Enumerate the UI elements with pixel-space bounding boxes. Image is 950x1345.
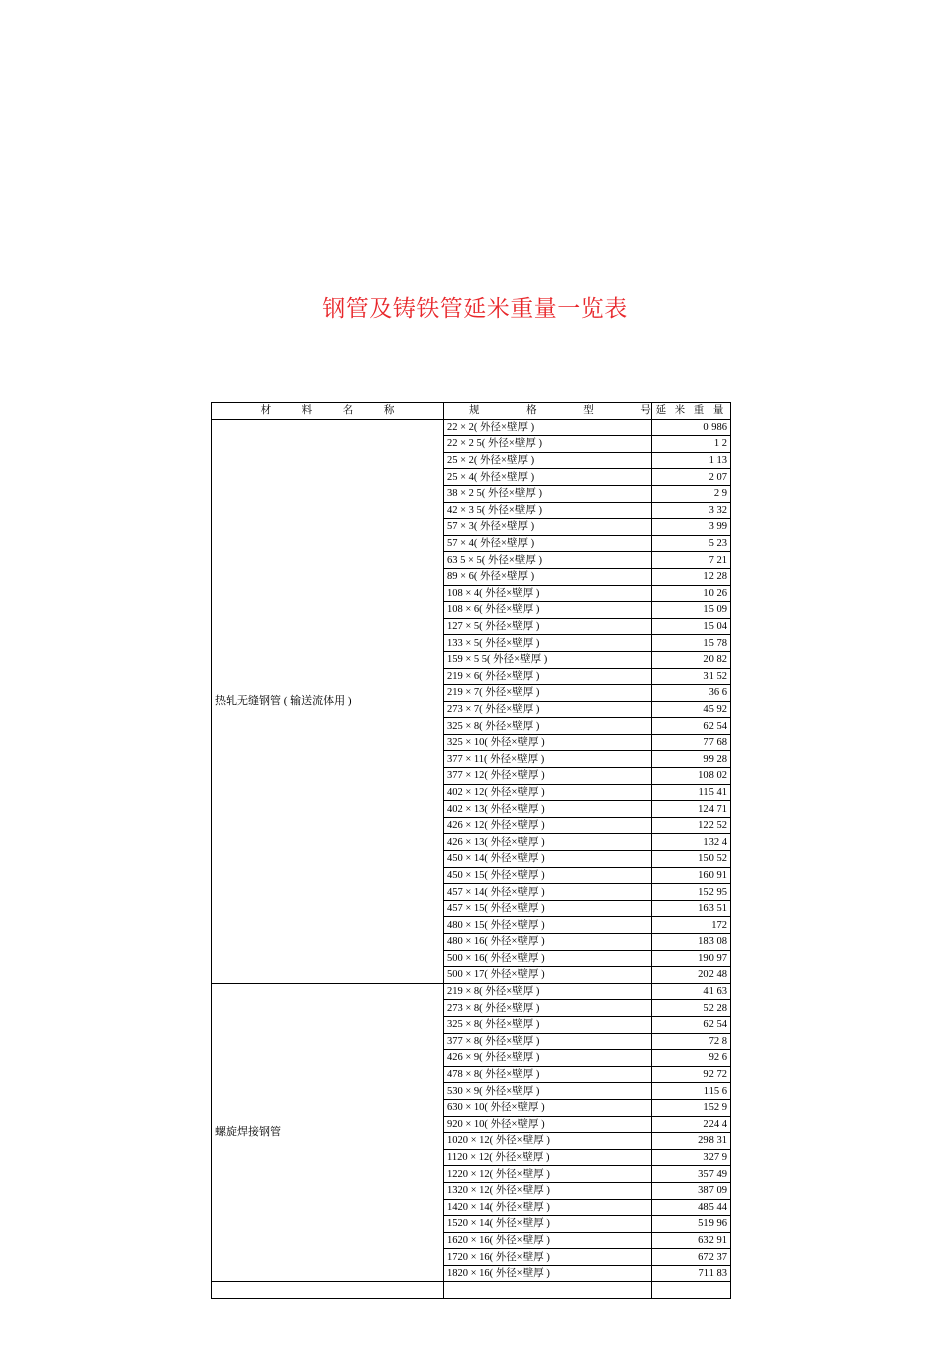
spec-cell: 377 × 8( 外径×壁厚 ) bbox=[444, 1033, 652, 1050]
weight-cell: 152 95 bbox=[652, 884, 731, 901]
spec-cell: 630 × 10( 外径×壁厚 ) bbox=[444, 1099, 652, 1116]
weight-cell: 0 986 bbox=[652, 419, 731, 436]
spec-cell: 22 × 2( 外径×壁厚 ) bbox=[444, 419, 652, 436]
weight-cell: 124 71 bbox=[652, 801, 731, 818]
weight-cell: 92 6 bbox=[652, 1050, 731, 1067]
spec-cell: 426 × 13( 外径×壁厚 ) bbox=[444, 834, 652, 851]
weight-cell: 485 44 bbox=[652, 1199, 731, 1216]
pipe-weight-table bbox=[211, 402, 731, 1299]
weight-cell: 387 09 bbox=[652, 1182, 731, 1199]
spec-cell: 377 × 11( 外径×壁厚 ) bbox=[444, 751, 652, 768]
spec-cell: 1820 × 16( 外径×壁厚 ) bbox=[444, 1265, 652, 1282]
spec-cell: 1520 × 14( 外径×壁厚 ) bbox=[444, 1216, 652, 1233]
weight-cell: 115 6 bbox=[652, 1083, 731, 1100]
header-spec-model: 规 格 型 号 bbox=[444, 403, 652, 420]
spec-cell: 457 × 15( 外径×壁厚 ) bbox=[444, 900, 652, 917]
weight-cell: 10 26 bbox=[652, 585, 731, 602]
table-continuation-row bbox=[212, 1282, 731, 1299]
spec-cell: 219 × 6( 外径×壁厚 ) bbox=[444, 668, 652, 685]
weight-cell: 711 83 bbox=[652, 1265, 731, 1282]
weight-cell: 45 92 bbox=[652, 701, 731, 718]
spec-cell: 1020 × 12( 外径×壁厚 ) bbox=[444, 1133, 652, 1150]
weight-cell: 15 78 bbox=[652, 635, 731, 652]
weight-cell: 20 82 bbox=[652, 651, 731, 668]
weight-cell: 183 08 bbox=[652, 934, 731, 951]
spec-cell: 219 × 8( 外径×壁厚 ) bbox=[444, 983, 652, 1000]
header-material-name: 材 料 名 称 bbox=[212, 403, 444, 420]
weight-cell: 519 96 bbox=[652, 1216, 731, 1233]
weight-cell: 92 72 bbox=[652, 1066, 731, 1083]
weight-cell: 160 91 bbox=[652, 867, 731, 884]
spec-cell: 108 × 4( 外径×壁厚 ) bbox=[444, 585, 652, 602]
weight-cell: 172 bbox=[652, 917, 731, 934]
spec-cell: 219 × 7( 外径×壁厚 ) bbox=[444, 685, 652, 702]
header-weight-per-meter: 延 米 重 量 bbox=[652, 403, 731, 420]
spec-cell: 1120 × 12( 外径×壁厚 ) bbox=[444, 1149, 652, 1166]
spec-cell: 457 × 14( 外径×壁厚 ) bbox=[444, 884, 652, 901]
spec-cell: 159 × 5 5( 外径×壁厚 ) bbox=[444, 651, 652, 668]
spec-cell: 530 × 9( 外径×壁厚 ) bbox=[444, 1083, 652, 1100]
material-name-cell: 热轧无缝钢管 ( 输送流体用 ) bbox=[212, 419, 444, 983]
table-row bbox=[212, 419, 731, 436]
spec-cell: 325 × 8( 外径×壁厚 ) bbox=[444, 718, 652, 735]
table-row bbox=[212, 983, 731, 1000]
weight-cell: 327 9 bbox=[652, 1149, 731, 1166]
spec-cell: 325 × 10( 外径×壁厚 ) bbox=[444, 734, 652, 751]
weight-cell: 77 68 bbox=[652, 734, 731, 751]
spec-cell: 920 × 10( 外径×壁厚 ) bbox=[444, 1116, 652, 1133]
page-title: 钢管及铸铁管延米重量一览表 bbox=[322, 296, 628, 322]
weight-cell: 7 21 bbox=[652, 552, 731, 569]
weight-cell: 31 52 bbox=[652, 668, 731, 685]
spec-cell: 108 × 6( 外径×壁厚 ) bbox=[444, 602, 652, 619]
spec-cell: 1320 × 12( 外径×壁厚 ) bbox=[444, 1182, 652, 1199]
spec-cell: 25 × 4( 外径×壁厚 ) bbox=[444, 469, 652, 486]
weight-cell: 122 52 bbox=[652, 817, 731, 834]
weight-cell: 1 13 bbox=[652, 452, 731, 469]
continuation-cell bbox=[652, 1282, 731, 1299]
weight-cell: 132 4 bbox=[652, 834, 731, 851]
spec-cell: 478 × 8( 外径×壁厚 ) bbox=[444, 1066, 652, 1083]
spec-cell: 1620 × 16( 外径×壁厚 ) bbox=[444, 1232, 652, 1249]
table-body bbox=[212, 419, 731, 1298]
spec-cell: 325 × 8( 外径×壁厚 ) bbox=[444, 1016, 652, 1033]
weight-cell: 632 91 bbox=[652, 1232, 731, 1249]
weight-cell: 15 04 bbox=[652, 618, 731, 635]
weight-cell: 1 2 bbox=[652, 436, 731, 453]
weight-cell: 3 99 bbox=[652, 519, 731, 536]
spec-cell: 38 × 2 5( 外径×壁厚 ) bbox=[444, 485, 652, 502]
spec-cell: 127 × 5( 外径×壁厚 ) bbox=[444, 618, 652, 635]
continuation-cell bbox=[444, 1282, 652, 1299]
weight-cell: 150 52 bbox=[652, 851, 731, 868]
spec-cell: 402 × 12( 外径×壁厚 ) bbox=[444, 784, 652, 801]
weight-cell: 298 31 bbox=[652, 1133, 731, 1150]
spec-cell: 500 × 17( 外径×壁厚 ) bbox=[444, 967, 652, 984]
spec-cell: 25 × 2( 外径×壁厚 ) bbox=[444, 452, 652, 469]
spec-cell: 426 × 12( 外径×壁厚 ) bbox=[444, 817, 652, 834]
spec-cell: 480 × 16( 外径×壁厚 ) bbox=[444, 934, 652, 951]
weight-cell: 5 23 bbox=[652, 535, 731, 552]
weight-cell: 62 54 bbox=[652, 718, 731, 735]
weight-cell: 62 54 bbox=[652, 1016, 731, 1033]
spec-cell: 57 × 3( 外径×壁厚 ) bbox=[444, 519, 652, 536]
spec-cell: 1720 × 16( 外径×壁厚 ) bbox=[444, 1249, 652, 1266]
weight-cell: 202 48 bbox=[652, 967, 731, 984]
spec-cell: 57 × 4( 外径×壁厚 ) bbox=[444, 535, 652, 552]
weight-cell: 3 32 bbox=[652, 502, 731, 519]
weight-cell: 41 63 bbox=[652, 983, 731, 1000]
weight-cell: 108 02 bbox=[652, 768, 731, 785]
weight-cell: 357 49 bbox=[652, 1166, 731, 1183]
spec-cell: 450 × 15( 外径×壁厚 ) bbox=[444, 867, 652, 884]
weight-cell: 99 28 bbox=[652, 751, 731, 768]
material-name-cell: 螺旋焊接钢管 bbox=[212, 983, 444, 1282]
spec-cell: 22 × 2 5( 外径×壁厚 ) bbox=[444, 436, 652, 453]
weight-cell: 36 6 bbox=[652, 685, 731, 702]
spec-cell: 500 × 16( 外径×壁厚 ) bbox=[444, 950, 652, 967]
table-header-row bbox=[212, 403, 731, 420]
spec-cell: 63 5 × 5( 外径×壁厚 ) bbox=[444, 552, 652, 569]
spec-cell: 273 × 8( 外径×壁厚 ) bbox=[444, 1000, 652, 1017]
weight-cell: 115 41 bbox=[652, 784, 731, 801]
continuation-cell bbox=[212, 1282, 444, 1299]
spec-cell: 377 × 12( 外径×壁厚 ) bbox=[444, 768, 652, 785]
weight-cell: 52 28 bbox=[652, 1000, 731, 1017]
weight-cell: 672 37 bbox=[652, 1249, 731, 1266]
spec-cell: 133 × 5( 外径×壁厚 ) bbox=[444, 635, 652, 652]
weight-cell: 72 8 bbox=[652, 1033, 731, 1050]
spec-cell: 42 × 3 5( 外径×壁厚 ) bbox=[444, 502, 652, 519]
spec-cell: 480 × 15( 外径×壁厚 ) bbox=[444, 917, 652, 934]
weight-cell: 152 9 bbox=[652, 1099, 731, 1116]
weight-cell: 224 4 bbox=[652, 1116, 731, 1133]
spec-cell: 426 × 9( 外径×壁厚 ) bbox=[444, 1050, 652, 1067]
weight-cell: 15 09 bbox=[652, 602, 731, 619]
spec-cell: 1420 × 14( 外径×壁厚 ) bbox=[444, 1199, 652, 1216]
spec-cell: 450 × 14( 外径×壁厚 ) bbox=[444, 851, 652, 868]
weight-cell: 12 28 bbox=[652, 568, 731, 585]
spec-cell: 89 × 6( 外径×壁厚 ) bbox=[444, 568, 652, 585]
weight-cell: 2 9 bbox=[652, 485, 731, 502]
weight-cell: 190 97 bbox=[652, 950, 731, 967]
spec-cell: 1220 × 12( 外径×壁厚 ) bbox=[444, 1166, 652, 1183]
spec-cell: 273 × 7( 外径×壁厚 ) bbox=[444, 701, 652, 718]
weight-cell: 163 51 bbox=[652, 900, 731, 917]
pipe-weight-table-container bbox=[211, 402, 730, 1299]
spec-cell: 402 × 13( 外径×壁厚 ) bbox=[444, 801, 652, 818]
weight-cell: 2 07 bbox=[652, 469, 731, 486]
